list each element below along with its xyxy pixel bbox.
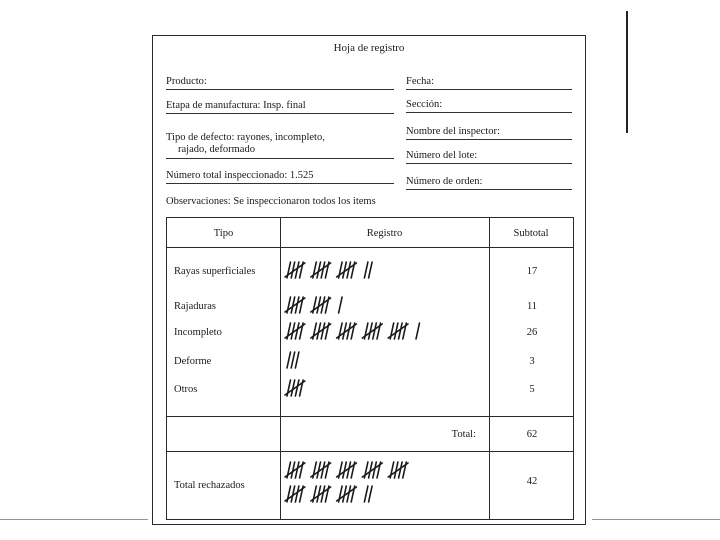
row-subtotal-deforme: 3	[529, 356, 535, 367]
tally-otros	[284, 378, 316, 398]
field-fecha: Fecha:	[406, 76, 572, 90]
defect-table	[166, 217, 574, 520]
tally-svg	[284, 260, 380, 280]
tipo-defecto-line-2: rajado, deformado	[178, 144, 255, 155]
table-body-rule	[167, 416, 573, 417]
table-header-rule	[167, 247, 573, 248]
total-label: Total:	[451, 429, 476, 440]
tally-stroke-mark	[364, 486, 368, 502]
tally-incompleto	[284, 321, 427, 341]
footer-rule-right	[592, 519, 720, 520]
tally-stroke-mark	[369, 262, 373, 278]
row-label-otros: Otros	[174, 384, 198, 395]
field-orden: Número de orden:	[406, 176, 572, 190]
row-subtotal-rajaduras: 11	[526, 301, 538, 312]
field-observaciones: Observaciones: Se inspeccionaron todos los items	[166, 196, 376, 207]
tally-stroke-mark	[295, 352, 299, 368]
tally-stroke-mark	[339, 297, 343, 313]
row-label-rayas: Rayas superficiales	[174, 266, 256, 277]
table-divider-1	[280, 218, 281, 519]
tally-svg	[284, 321, 427, 341]
field-tipo-defecto	[166, 132, 394, 159]
header-registro: Registro	[366, 228, 403, 239]
tally-svg	[284, 350, 307, 370]
table-total-rule	[167, 451, 573, 452]
row-subtotal-otros: 5	[529, 384, 535, 395]
header-tipo: Tipo	[213, 228, 234, 239]
field-total-inspeccionado: Número total inspeccionado: 1.525	[166, 170, 394, 184]
rechazados-label: Total rechazados	[174, 480, 245, 491]
tally-stroke-mark	[291, 352, 295, 368]
field-inspector: Nombre del inspector:	[406, 126, 572, 140]
tally-rechazados	[284, 460, 419, 504]
field-etapa: Etapa de manufactura: Insp. final	[166, 100, 394, 114]
tally-stroke-mark	[287, 352, 291, 368]
field-seccion: Sección:	[406, 99, 572, 113]
field-producto: Producto:	[166, 76, 394, 90]
row-subtotal-incompleto: 26	[526, 327, 538, 338]
side-vertical-rule	[626, 11, 628, 133]
sheet-title: Hoja de registro	[333, 42, 405, 54]
total-value: 62	[526, 429, 538, 440]
row-label-incompleto: Incompleto	[174, 327, 222, 338]
tally-stroke-mark	[364, 262, 368, 278]
footer-rule-left	[0, 519, 148, 520]
tally-svg	[284, 378, 316, 398]
tally-rayas	[284, 260, 380, 280]
tally-svg	[284, 460, 419, 504]
tally-svg	[284, 295, 350, 315]
check-sheet	[152, 35, 586, 525]
tipo-defecto-line-1: Tipo de defecto: rayones, incompleto,	[166, 132, 325, 143]
tally-stroke-mark	[369, 486, 373, 502]
rechazados-value: 42	[526, 476, 538, 487]
header-subtotal: Subtotal	[513, 228, 549, 239]
row-subtotal-rayas: 17	[526, 266, 538, 277]
table-divider-2	[489, 218, 490, 519]
row-label-rajaduras: Rajaduras	[174, 301, 216, 312]
tally-deforme	[284, 350, 307, 370]
tally-rajaduras	[284, 295, 350, 315]
field-lote: Número del lote:	[406, 150, 572, 164]
tally-stroke-mark	[416, 323, 420, 339]
row-label-deforme: Deforme	[174, 356, 212, 367]
